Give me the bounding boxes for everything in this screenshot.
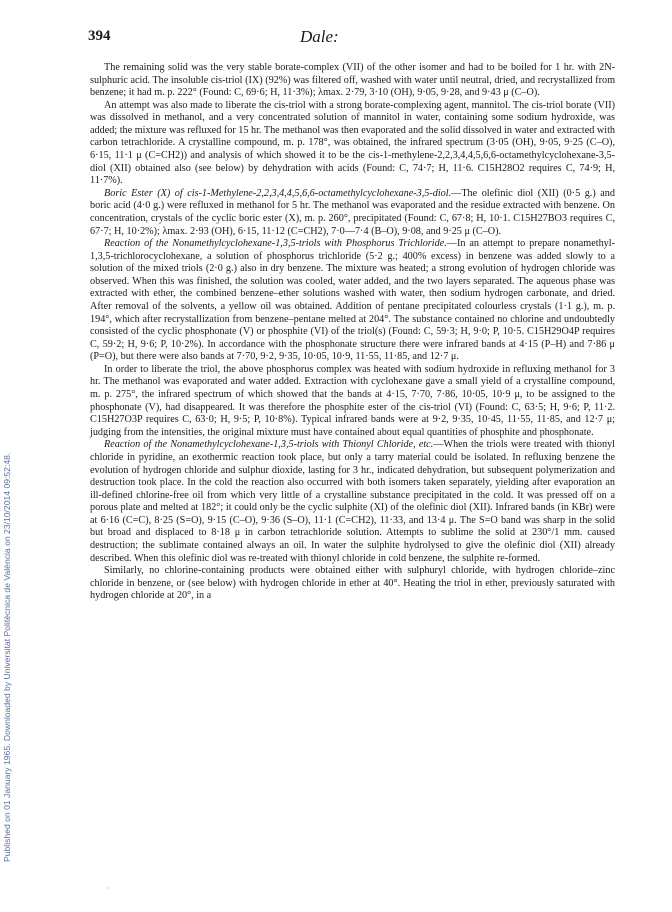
section-title: Reaction of the Nonamethylcyclohexane-1,3,5-triols with Thionyl Chloride, etc. [104, 439, 434, 451]
paragraph-text: —When the triols were treated with thionyl chloride in pyridine, an exothermic reaction took place, but only a tarry material could be isolated. In refluxing benzene the evolution of hydrogen chloride and sulphur dioxide, lasting for 3 hr., indicated dehydration, but subsequent polymerization and destruction took place. In the cold the reaction also occurred with both isomers taken separately, yielding after evaporation an ill-defined chlorine-free oil from which very little of a crystalline substance precipitated in the cold. It was pressed off on a porous plate and melted at 182°; it could only be the cyclic sulphite (XI) of the olefinic diol (XII). Infrared bands (in KBr) were at 6·16 (C=C), 8·25 (S=O), 9·15 (C–O), 9·36 (S–O), 11·1 (C=CH2), 11·33, and 13·4 μ. The S=O band was sharp in the solid but broad and displaced to 8·18 μ in carbon tetrachloride solution. Attempts to sublime the solid at 230°/1 mm. caused destruction; the sublimate contained always an oil. In water the sulphite hydrolysed to give the olefinic diol (XII) already described. When this olefinic diol was re-treated with thionyl chloride in cold benzene, the sulphite re-formed. [90, 439, 615, 564]
page-number: 394 [88, 28, 111, 44]
paragraph: The remaining solid was the very stable borate-complex (VII) of the other isomer and had to be boiled for 1 hr. with 2N-sulphuric acid. The insoluble cis-triol (IX) (92%) was filtered off, washed with water until neutral, dried, and recrystallized from benzene; it had m. p. 222° (Found: C, 69·6; H, 11·3%); λmax. 2·79, 3·10 (OH), 9·05, 9·28, and 9·43 μ (C–O). [90, 62, 615, 99]
article-body [90, 62, 615, 603]
running-head: Dale: [300, 27, 339, 46]
paragraph-text: —The olefinic diol (XII) (0·5 g.) and boric acid (4·0 g.) were refluxed in methanol for 5 hr. The methanol was evaporated and the residue extracted with benzene. On concentration, crystals of the cyclic boric ester (X), m. p. 260°, precipitated (Found: C, 67·8; H, 10·1. C15H27BO3 requires C, 67·7; H, 10·2%); λmax. 2·93 (OH), 6·15, 11·12 (C=CH2), 7·0—7·4 (B–O), 9·08, and 9·25 μ (C–O). [90, 187, 615, 237]
paragraph: An attempt was also made to liberate the cis-triol with a strong borate-complexing agent, mannitol. The cis-triol borate (VII) was dissolved in methanol, and a very concentrated solution of mannitol in water, containing some sodium hydroxide, was added; the mixture was refluxed for 15 hr. The methanol was then evaporated and the solid dissolved in water and extracted with carbon tetrachloride. A crystalline compound, m. p. 178°, was obtained, the infrared spectrum (3·05 (OH), 9·05, 9·25 (C–O), 6·15, 11·1 μ (C=CH2)) and analysis of which showed it to be the cis-1-methylene-2,2,3,4,4,5,6,6-octamethylcyclohexane-3,5-diol (XII) obtained also (see below) by dehydration with acids (Found: C, 74·7; H, 11·6. C15H28O2 requires C, 74·9; H, 11·7%). [90, 99, 615, 187]
paragraph-text: —In an attempt to prepare nonamethyl-1,3,5-trichlorocyclohexane, a solution of phosphorus trichloride (5·2 g.; 400% excess) in benzene was added slowly to a solution of the mixed triols (2·0 g.) also in dry benzene. The mixture was heated; a strong evolution of hydrogen chloride was observed. When this was finished, the solution was cooled, water added, and the two layers separated. The aqueous phase was extracted with ether, the combined benzene–ether solutions washed with water, then sodium hydrogen carbonate, and dried. After removal of the solvents, a yellow oil was obtained. Addition of pentane precipitated colourless crystals (1·1 g.), m. p. 194°, which after recrystallization from benzene–pentane melted at 204°. The substance contained no chlorine and undoubtedly consisted of the cyclic phosphonate (V) or phosphite (VI) of the triol(s) (Found: C, 59·3; H, 9·0; P, 10·5. C15H29O4P requires C, 59·2; H, 9·6; P, 10·2%). In accordance with the phosphonate structure there were infrared bands at 4·15 (P–H) and 7·86 μ (P=O), but there were also bands at 7·70, 9·2, 9·35, 10·05, 10·9, 11·55, 11·85, and 12·7 μ. [90, 238, 615, 363]
paragraph [90, 188, 615, 238]
paragraph: In order to liberate the triol, the above phosphorus complex was heated with sodium hydroxide in refluxing methanol for 3 hr. The methanol was evaporated and water added. Extraction with cyclohexane gave a small yield of a crystalline compound, m. p. 275°, the infrared spectrum of which showed that the bands at 4·15, 7·70, 7·86, 10·05, 10·9 μ, to be assigned to the phosphonate (V), had disappeared. It was therefore the phosphite ester of the cis-triol (VI) (Found: C, 63·5; H, 9·6; P, 11·2. C15H27O3P requires C, 63·0; H, 9·5; P, 10·8%). Typical infrared bands were at 9·2, 9·35, 10·45, 11·55, 11·85, and 12·7 μ; judging from the intensities, the original mixture must have contained about equal quantities of phosphite and phosphonate. [90, 363, 615, 438]
section-title: Reaction of the Nonamethylcyclohexane-1,3,5-triols with Phosphorus Trichloride. [104, 238, 447, 250]
paragraph: Similarly, no chlorine-containing products were obtained either with sulphuryl chloride, with hydrogen chloride–zinc chloride in benzene, or (see below) with hydrogen chloride in ether at 40°. Heating the triol in ether, previously saturated with hydrogen chloride at 20°, in a [90, 565, 615, 602]
download-notice [2, 92, 16, 872]
download-notice-text: Published on 01 January 1965. Downloaded by Universitat Politècnica de València on 23/10/2014 09:52:48. [2, 452, 12, 862]
paragraph [90, 439, 615, 565]
paragraph [90, 238, 615, 364]
footer-mark: · [106, 884, 109, 893]
section-title: Boric Ester (X) of cis-1-Methylene-2,2,3,4,4,5,6,6-octamethylcyclohexane-3,5-diol. [104, 187, 452, 199]
